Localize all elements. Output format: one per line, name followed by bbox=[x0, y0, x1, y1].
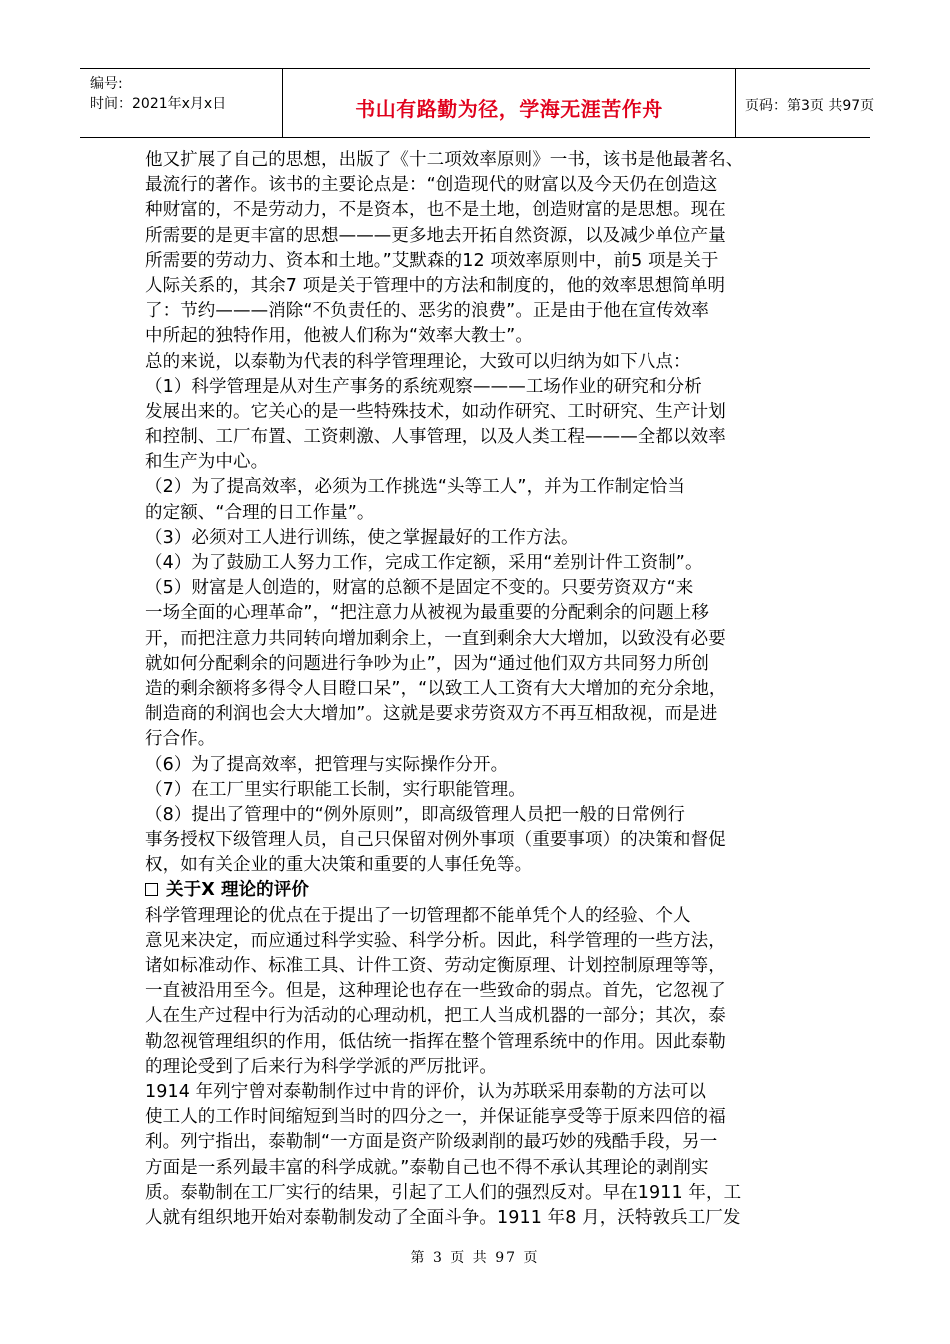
text-line: 1914 年列宁曾对泰勒制作过中肯的评价，认为苏联采用泰勒的方法可以 bbox=[145, 1081, 706, 1102]
header-motto: 书山有路勤为径，学海无涯苦作舟 bbox=[355, 97, 663, 121]
text-line: 发展出来的。它关心的是一些特殊技术，如动作研究、工时研究、生产计划 bbox=[145, 401, 726, 422]
text-line: 了：节约———消除“不负责任的、恶劣的浪费”。正是由于他在宣传效率 bbox=[145, 301, 709, 322]
text-line: （6）为了提高效率，把管理与实际操作分开。 bbox=[145, 754, 509, 775]
text-line: 的理论受到了后来行为科学学派的严厉批评。 bbox=[145, 1056, 497, 1077]
text-line: 诸如标准动作、标准工具、计件工资、劳动定衡原理、计划控制原理等等， bbox=[145, 956, 726, 976]
text-line: 造的剩余额将多得令人目瞪口呆”，“以致工人工资有大大增加的充分余地， bbox=[145, 678, 727, 699]
text-line: 的定额、“合理的日工作量”。 bbox=[145, 502, 375, 523]
page-footer: 第 3 页 共 97 页 bbox=[410, 1250, 540, 1266]
text-line: 种财富的，不是劳动力，不是资本，也不是土地，创造财富的是思想。现在 bbox=[145, 200, 726, 221]
body-text-block bbox=[145, 148, 805, 878]
document-number-label: 编号: bbox=[90, 76, 123, 92]
text-line: （7）在工厂里实行职能工长制，实行职能管理。 bbox=[145, 779, 526, 800]
text-line: 事务授权下级管理人员，自己只保留对例外事项（重要事项）的决策和督促 bbox=[145, 830, 726, 851]
text-line: （8）提出了管理中的“例外原则”，即高级管理人员把一般的日常例行 bbox=[145, 804, 685, 825]
text-line: 制造商的利润也会大大增加”。这就是要求劳资双方不再互相敌视，而是进 bbox=[145, 704, 718, 725]
text-line: 人际关系的，其余7 项是关于管理中的方法和制度的，他的效率思想简单明 bbox=[145, 275, 726, 296]
text-line: （4）为了鼓励工人努力工作，完成工作定额，采用“差别计件工资制”。 bbox=[145, 553, 703, 573]
text-line: 勒忽视管理组织的作用，低估统一指挥在整个管理系统中的作用。因此泰勒 bbox=[145, 1031, 726, 1052]
text-line: 使工人的工作时间缩短到当时的四分之一，并保证能享受等于原来四倍的福 bbox=[145, 1107, 726, 1128]
header-motto-cell bbox=[282, 69, 736, 137]
text-line: （2）为了提高效率，必须为工作挑选“头等工人”，并为工作制定恰当 bbox=[145, 477, 685, 498]
text-line: 所需要的是更丰富的思想———更多地去开拓自然资源，以及减少单位产量 bbox=[145, 225, 726, 246]
document-body bbox=[145, 148, 805, 1231]
text-line: 人就有组织地开始对泰勒制发动了全面斗争。1911 年8 月，沃特敦兵工厂发 bbox=[145, 1207, 741, 1228]
header-info-cell bbox=[80, 69, 282, 137]
text-line: 就如何分配剩余的问题进行争吵为止”，因为“通过他们双方共同努力所创 bbox=[145, 653, 709, 674]
text-line: （3）必须对工人进行训练，使之掌握最好的工作方法。 bbox=[145, 527, 579, 548]
text-line: 质。泰勒制在工厂实行的结果，引起了工人们的强烈反对。早在1911 年，工 bbox=[145, 1182, 742, 1203]
text-line: 人在生产过程中行为活动的心理动机，把工人当成机器的一部分；其次，泰 bbox=[145, 1006, 726, 1027]
text-line: 开，而把注意力共同转向增加剩余上，一直到剩余大大增加，以致没有必要 bbox=[145, 628, 726, 649]
text-line: 权，如有关企业的重大决策和重要的人事任免等。 bbox=[145, 855, 533, 876]
text-line: 科学管理理论的优点在于提出了一切管理都不能单凭个人的经验、个人 bbox=[145, 905, 691, 926]
text-line: 一场全面的心理革命”，“把注意力从被视为最重要的分配剩余的问题上移 bbox=[145, 603, 709, 624]
body-text-block-2 bbox=[145, 904, 805, 1231]
header-page-number: 页码：第3页 共97页 bbox=[745, 98, 875, 114]
text-line: 利。列宁指出，泰勒制“一方面是资产阶级剥削的最巧妙的残酷手段，另一 bbox=[145, 1132, 718, 1153]
text-line: 意见来决定，而应通过科学实验、科学分析。因此，科学管理的一些方法， bbox=[145, 930, 726, 951]
section-heading-text: 关于X 理论的评价 bbox=[166, 880, 309, 901]
page-header bbox=[80, 68, 875, 138]
header-page-cell bbox=[735, 69, 875, 137]
text-line: 和控制、工厂布置、工资刺激、人事管理，以及人类工程———全都以效率 bbox=[145, 427, 726, 448]
text-line: 所需要的劳动力、资本和土地。”艾默森的12 项效率原则中，前5 项是关于 bbox=[145, 250, 719, 271]
text-line: 他又扩展了自己的思想，出版了《十二项效率原则》一书，该书是他最著名、 bbox=[145, 150, 744, 170]
checkbox-square-icon bbox=[145, 883, 158, 896]
text-line: （1）科学管理是从对生产事务的系统观察———工场作业的研究和分析 bbox=[145, 376, 702, 397]
section-heading bbox=[145, 878, 805, 903]
text-line: 中所起的独特作用，他被人们称为“效率大教士”。 bbox=[145, 326, 533, 347]
text-line: （5）财富是人创造的，财富的总额不是固定不变的。只要劳资双方“来 bbox=[145, 578, 694, 599]
text-line: 最流行的著作。该书的主要论点是：“创造现代的财富以及今天仍在创造这 bbox=[145, 175, 718, 196]
text-line: 总的来说，以泰勒为代表的科学管理理论，大致可以归纳为如下八点： bbox=[145, 351, 691, 372]
text-line: 行合作。 bbox=[145, 729, 216, 750]
text-line: 和生产为中心。 bbox=[145, 452, 269, 473]
text-line: 一直被沿用至今。但是，这种理论也存在一些致命的弱点。首先，它忽视了 bbox=[145, 981, 726, 1002]
text-line: 方面是一系列最丰富的科学成就。”泰勒自己也不得不承认其理论的剥削实 bbox=[145, 1157, 709, 1178]
document-date-label: 时间：2021年x月x日 bbox=[90, 96, 227, 112]
